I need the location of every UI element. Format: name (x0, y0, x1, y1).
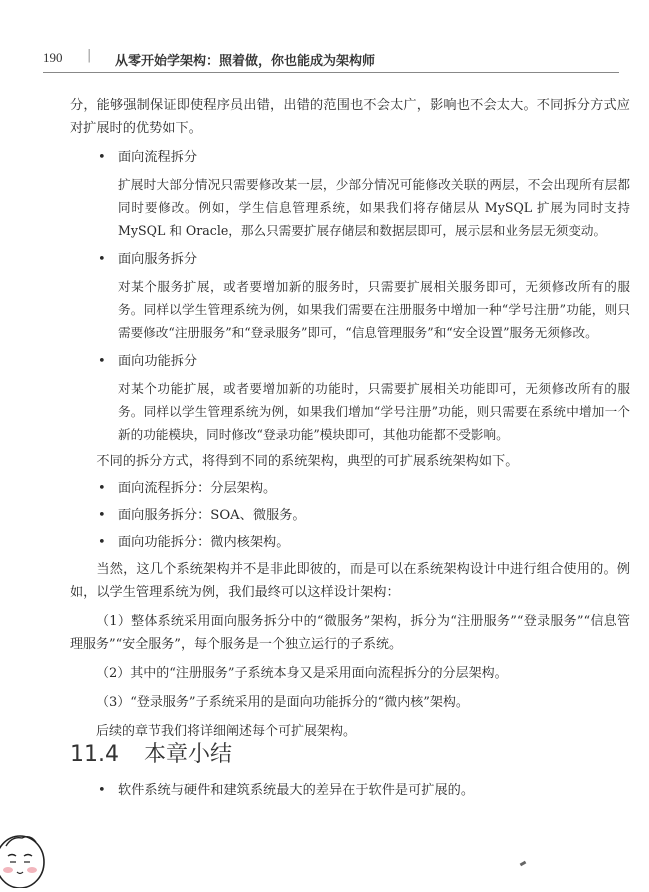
page-number: 190 (43, 50, 63, 65)
bullet-description: 对某个功能扩展，或者要增加新的功能时，只需要扩展相关功能即可，无须修改所有的服务。同样以学生管理系统为例，如果我们增加“学号注册”功能，则只需要在系统中增加一个新的功能模块，同时修改“登录功能”模块即可，其他功能都不受影响。 (118, 381, 630, 442)
arch-list-item (70, 504, 630, 527)
combine-paragraph: 当然，这几个系统架构并不是非此即彼的，而是可以在系统架构设计中进行组合使用的。例如，以学生管理系统为例，我们最终可以这样设计架构： (70, 562, 630, 600)
bullet-dot-icon: • (98, 508, 106, 523)
bullet-dot-icon: • (98, 481, 106, 496)
bullet-dot-icon: • (98, 354, 106, 369)
header-rule (43, 72, 619, 73)
arch-list-text: 面向流程拆分：分层架构。 (118, 481, 277, 496)
numbered-item: （2）其中的“注册服务”子系统本身又是采用面向流程拆分的分层架构。 (96, 666, 508, 681)
numbered-item: （1）整体系统采用面向服务拆分中的“微服务”架构，拆分为“注册服务”“登录服务”“信息管理服务”“安全服务”，每个服务是一个独立运行的子系统。 (70, 614, 630, 652)
bullet-title: 面向服务拆分 (118, 252, 198, 267)
arch-list-item (70, 477, 630, 500)
architecture-intro: 不同的拆分方式，将得到不同的系统架构，典型的可扩展系统架构如下。 (96, 454, 519, 469)
summary-list-item (70, 779, 630, 802)
section-title: 本章小结 (143, 742, 232, 767)
bullet-item-function-split (70, 350, 630, 373)
summary-text: 软件系统与硬件和建筑系统最大的差异在于软件是可扩展的。 (118, 783, 475, 798)
bullet-title: 面向流程拆分 (118, 150, 198, 165)
numbered-item: （3）“登录服务”子系统采用的是面向功能拆分的“微内核”架构。 (96, 695, 469, 710)
bullet-dot-icon: • (98, 150, 106, 165)
bullet-description: 对某个服务扩展，或者要增加新的服务时，只需要扩展相关服务即可，无须修改所有的服务。同样以学生管理系统为例，如果我们需要在注册服务中增加一种“学号注册”功能，则只需要修改“注册服务”和“登录服务”即可，“信息管理服务”和“安全设置”服务无须修改。 (118, 279, 630, 340)
bullet-description: 扩展时大部分情况只需要修改某一层，少部分情况可能修改关联的两层，不会出现所有层都同时要修改。例如，学生信息管理系统，如果我们将存储层从 MySQL 扩展为同时支持 MySQL 和 Oracle，那么只需要扩展存储层和数据层即可，展示层和业务层无须变动。 (118, 177, 630, 238)
stray-mark (520, 861, 527, 867)
bullet-dot-icon: • (98, 783, 106, 798)
bullet-title: 面向功能拆分 (118, 354, 198, 369)
page-header (0, 0, 649, 80)
header-separator: | (87, 48, 92, 63)
bullet-item-service-split (70, 248, 630, 271)
bullet-dot-icon: • (98, 252, 106, 267)
arch-list-text: 面向服务拆分：SOA、微服务。 (118, 508, 306, 523)
intro-paragraph: 分，能够强制保证即使程序员出错，出错的范围也不会太广，影响也不会太大。不同拆分方式应对扩展时的优势如下。 (70, 98, 630, 136)
arch-list-text: 面向功能拆分：微内核架构。 (118, 535, 290, 550)
mascot-face-icon (0, 826, 46, 888)
closing-paragraph: 后续的章节我们将详细阐述每个可扩展架构。 (96, 724, 357, 739)
section-heading (70, 737, 232, 768)
book-title: 从零开始学架构：照着做，你也能成为架构师 (115, 54, 376, 69)
section-number: 11.4 (70, 742, 119, 767)
arch-list-item (70, 531, 630, 554)
bullet-dot-icon: • (98, 535, 106, 550)
main-content (70, 94, 630, 743)
bullet-item-process-split (70, 146, 630, 169)
summary-list (70, 779, 630, 802)
